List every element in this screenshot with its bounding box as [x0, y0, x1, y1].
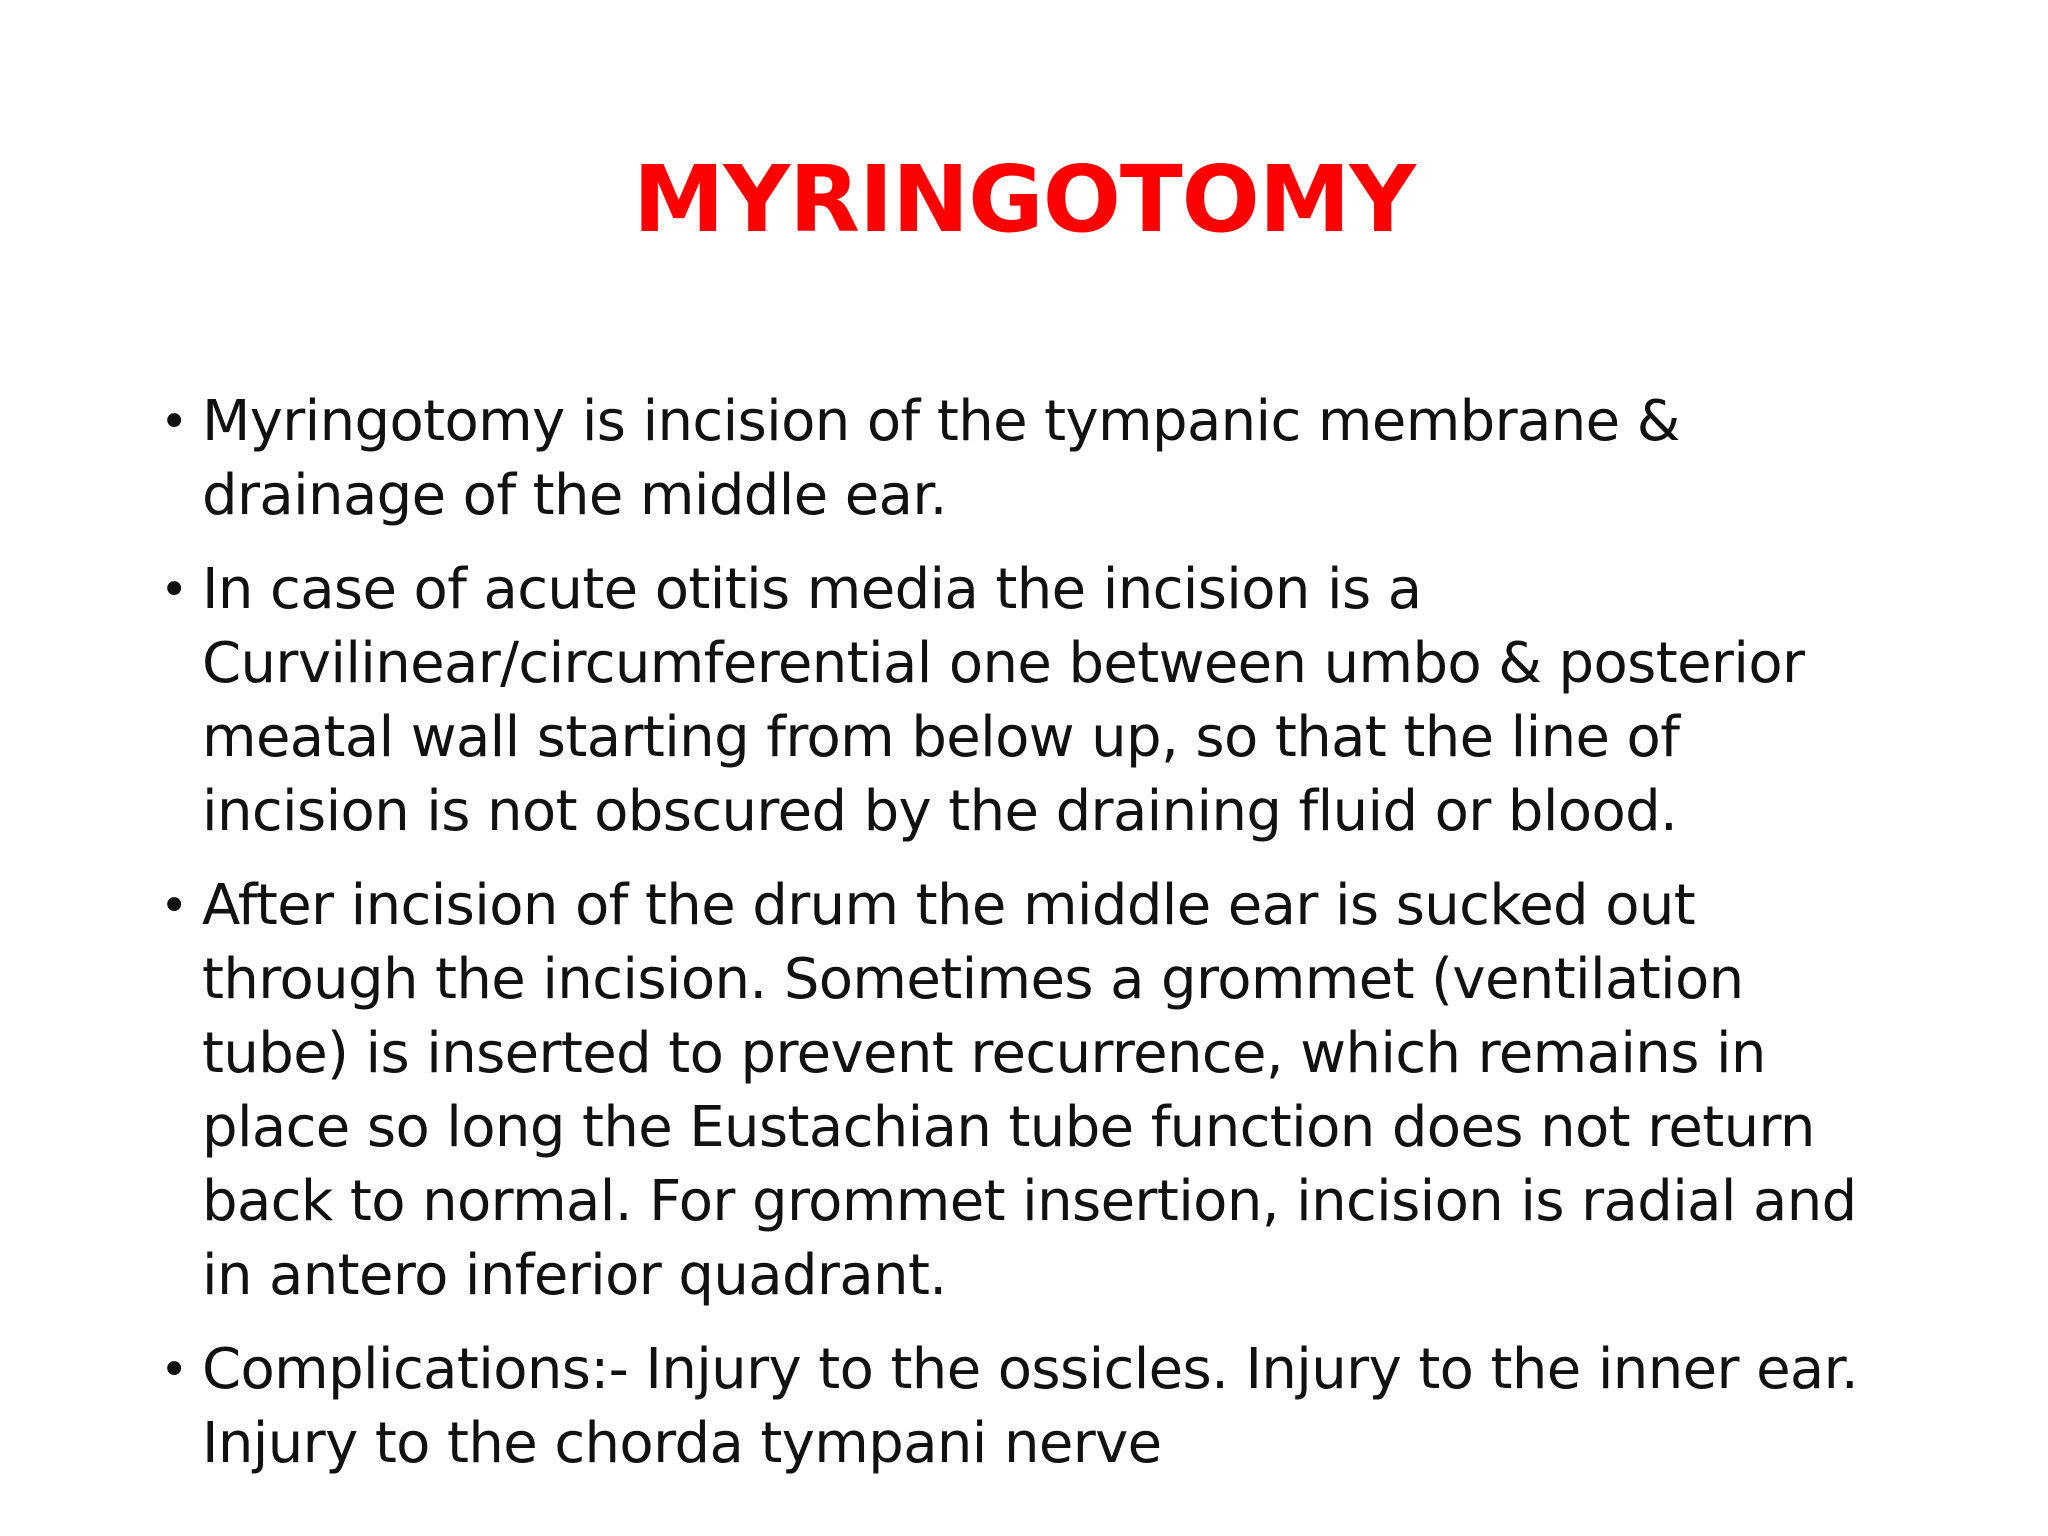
bullet-text: After incision of the drum the middle ear is sucked out through the incision. Sometimes a grommet (ventilation tube) is inserted to prevent recurrence, which remains in place so long the Eustachian tube function does not return back to normal. For grommet insertion, incision is radial and in antero inferior quadrant. — [202, 873, 1857, 1308]
slide-title: MYRINGOTOMY — [632, 146, 1416, 253]
bullet-text: In case of acute otitis media the incision is a Curvilinear/circumferential one between umbo & posterior meatal wall starting from below up, so that the line of incision is not obscured by the draining fluid or blood. — [202, 557, 1805, 844]
bullet-dot: • — [160, 878, 188, 934]
bullet-dot: • — [160, 1342, 188, 1398]
bullet-dot: • — [160, 562, 188, 618]
bullet-item — [160, 553, 1920, 849]
bullet-text: Myringotomy is incision of the tympanic membrane & drainage of the middle ear. — [202, 389, 1680, 528]
bullet-list — [160, 385, 1920, 1501]
bullet-dot: • — [160, 394, 188, 450]
bullet-item — [160, 385, 1920, 533]
bullet-item — [160, 1333, 1920, 1481]
bullet-text: Complications:- Injury to the ossicles. Injury to the inner ear. Injury to the chorda tympani nerve — [202, 1337, 1859, 1476]
bullet-item — [160, 869, 1920, 1313]
